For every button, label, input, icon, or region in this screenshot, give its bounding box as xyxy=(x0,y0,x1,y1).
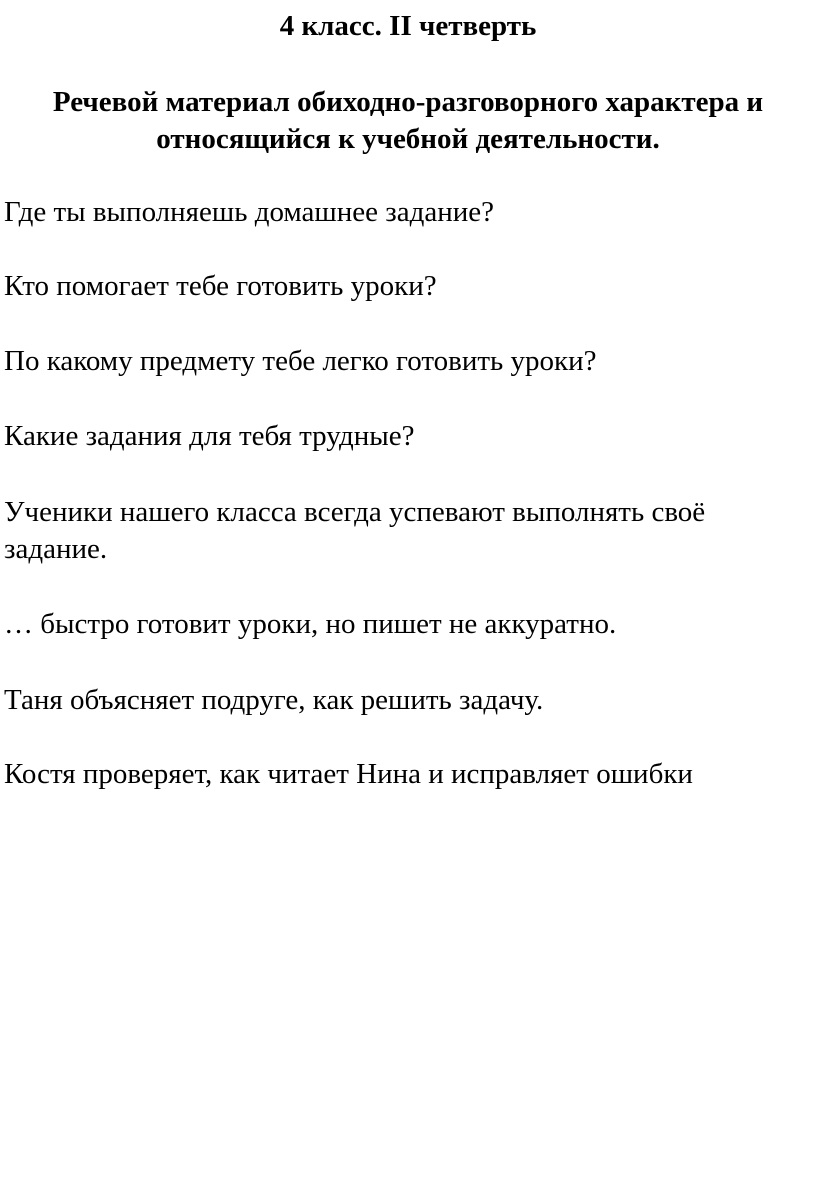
phrase-line: Таня объясняет подруге, как решить задачу. xyxy=(4,684,544,716)
phrase-line: Ученики нашего класса всегда успевают выполнять своё задание. xyxy=(4,496,706,565)
phrase-line: Где ты выполняешь домашнее задание? xyxy=(4,196,494,228)
phrase-line: По какому предмету тебе легко готовить уроки? xyxy=(4,345,597,377)
page-subtitle xyxy=(0,84,816,158)
subtitle-line-2: относящийся к учебной деятельности. xyxy=(156,123,660,155)
phrase-line: Какие задания для тебя трудные? xyxy=(4,420,415,452)
phrase-line: Костя проверяет, как читает Нина и исправляет ошибки xyxy=(4,758,693,790)
phrase-line: … быстро готовит уроки, но пишет не аккуратно. xyxy=(4,608,617,640)
phrase-line: Кто помогает тебе готовить уроки? xyxy=(4,270,437,302)
page-title: 4 класс. II четверть xyxy=(279,10,537,42)
subtitle-line-1: Речевой материал обиходно-разговорного характера и xyxy=(52,86,764,118)
